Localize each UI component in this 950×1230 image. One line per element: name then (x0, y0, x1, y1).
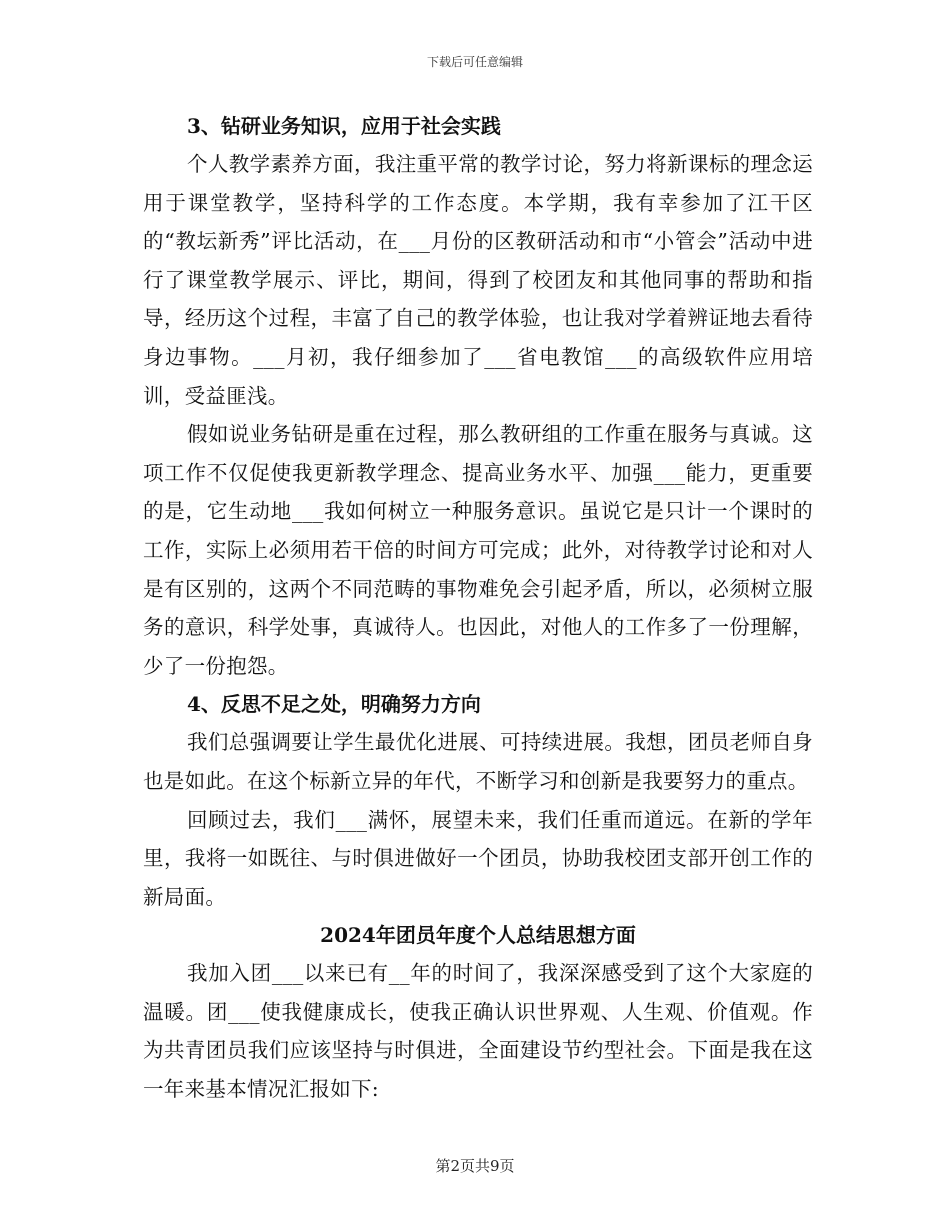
section-3-paragraph-2: 假如说业务钻研是重在过程，那么教研组的工作重在服务与真诚。这项工作不仅促使我更新教学理念、提高业务水平、加强___能力，更重要的是，它生动地___我如何树立一种服务意识。虽说它是只计一个课时的工作，实际上必须用若干倍的时间方可完成；此外，对待教学讨论和对人是有区别的，这两个不同范畴的事物难免会引起矛盾，所以，必须树立服务的意识，科学处事，真诚待人。也因此，对他人的工作多了一份理解，少了一份抱怨。 (143, 422, 813, 678)
page-number-footer: 第2页共9页 (435, 1157, 515, 1175)
page-header-note: 下载后可任意编辑 (426, 55, 523, 69)
section-4-paragraph-1: 我们总强调要让学生最优化进展、可持续进展。我想，团员老师自身也是如此。在这个标新立异的年代，不断学习和创新是我要努力的重点。 (143, 730, 813, 793)
section-3-paragraph-1: 个人教学素养方面，我注重平常的教学讨论，努力将新课标的理念运用于课堂教学，坚持科学的工作态度。本学期，我有幸参加了江干区的“教坛新秀”评比活动，在___月份的区教研活动和市“小管会”活动中进行了课堂教学展示、评比，期间，得到了校团友和其他同事的帮助和指导，经历这个过程，丰富了自己的教学体验，也让我对学着辨证地去看待身边事物。___月初，我仔细参加了___省电教馆___的高级软件应用培训，受益匪浅。 (143, 152, 813, 408)
document-2-paragraph-1: 我加入团___以来已有__年的时间了，我深深感受到了这个大家庭的温暖。团___使我健康成长，使我正确认识世界观、人生观、价值观。作为共青团员我们应该坚持与时俱进，全面建设节约型社会。下面是我在这一年来基本情况汇报如下: (143, 961, 813, 1102)
document-body (143, 107, 813, 1109)
section-3-heading: 3、钻研业务知识，应用于社会实践 (187, 114, 501, 138)
section-4-heading: 4、反思不足之处，明确努力方向 (187, 692, 481, 717)
document-2-title: 2024年团员年度个人总结思想方面 (320, 923, 636, 948)
section-4-paragraph-2: 回顾过去，我们___满怀，展望未来，我们任重而道远。在新的学年里，我将一如既往、与时俱进做好一个团员，协助我校团支部开创工作的新局面。 (143, 807, 813, 909)
